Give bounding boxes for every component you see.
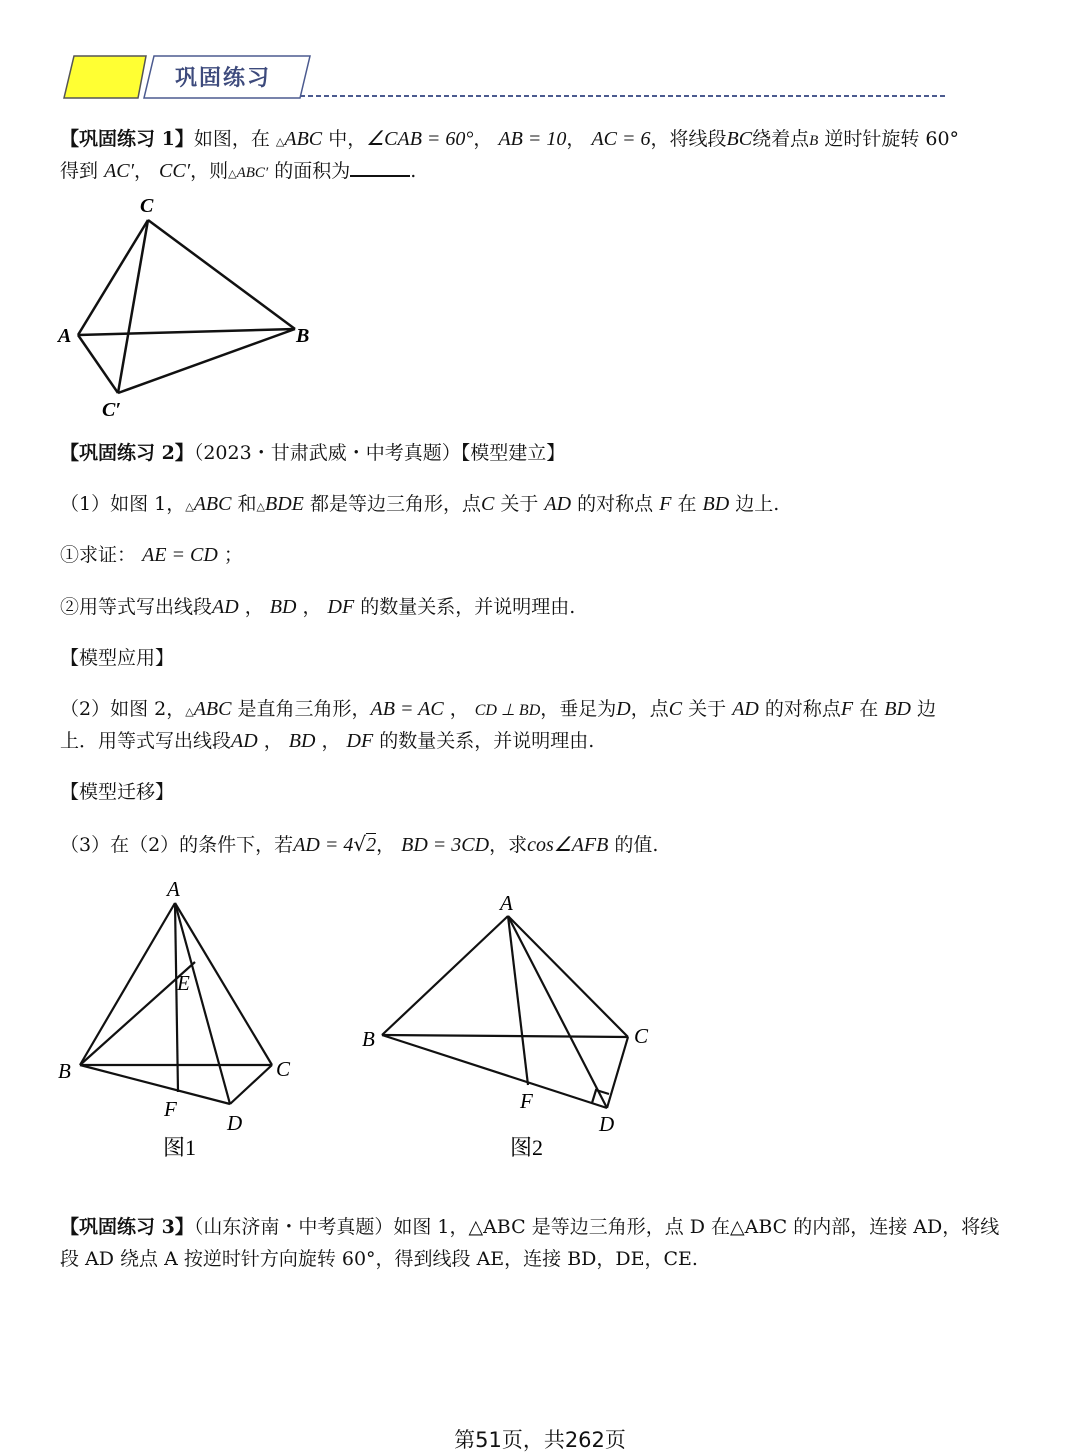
fig2-label-B: B xyxy=(362,1027,375,1051)
label-C: C xyxy=(140,195,154,217)
figure2-problem2 xyxy=(350,870,670,1170)
model-application-heading: 【模型应用】 xyxy=(60,647,175,669)
label-Cp: C′ xyxy=(102,399,121,420)
model-migration-heading: 【模型迁移】 xyxy=(60,781,175,803)
figure1-problem2 xyxy=(50,870,320,1170)
segment-BD xyxy=(80,1065,230,1104)
fig1-label-D: D xyxy=(227,1111,243,1135)
problem3-line1: 【巩固练习 3】（山东济南・中考真题）如图 1，△ABC 是等边三角形，点 D 在△ABC 的内部，连接 AD，将线 xyxy=(60,1216,1000,1238)
fig1-caption: 图1 xyxy=(163,1135,197,1160)
problem2-sub1: ①求证： AE = CD ； xyxy=(60,544,243,566)
segment-AD xyxy=(508,916,607,1108)
problem2-q1: （1）如图 1，△ABC 和△BDE 都是等边三角形，点C 关于 AD 的对称点 F 在 BD 边上. xyxy=(60,493,780,515)
segment-CB xyxy=(148,220,295,329)
segment-BC xyxy=(382,1035,628,1037)
segment-AD xyxy=(175,903,230,1104)
fig1-label-C: C xyxy=(276,1057,291,1081)
fig1-label-B: B xyxy=(58,1059,71,1083)
segment-AF xyxy=(508,916,528,1085)
segment-AB xyxy=(78,329,295,335)
segment-AC xyxy=(508,916,628,1037)
segment-BD xyxy=(382,1035,607,1108)
segment-AF xyxy=(175,903,178,1092)
problem2-q2-line2: 上．用等式写出线段AD ， BD ， DF 的数量关系，并说明理由. xyxy=(60,730,595,752)
segment-BCp xyxy=(118,329,295,393)
page-number: 第51页，共262页 xyxy=(454,1428,626,1452)
fig2-caption: 图2 xyxy=(510,1135,544,1160)
problem1-line2: 得到 AC′， CC′，则△ABC′ 的面积为 . xyxy=(60,155,1025,190)
segment-ACp xyxy=(78,335,118,393)
problem2-heading: 【巩固练习 2】（2023・甘肃武威・中考真题）【模型建立】 xyxy=(60,442,566,464)
label-A: A xyxy=(58,325,72,347)
segment-AB xyxy=(80,903,175,1065)
fig1-label-A: A xyxy=(167,877,180,901)
sqrt-sign: √ xyxy=(353,832,367,856)
problem1-label: 【巩固练习 1】 xyxy=(60,128,194,150)
fig2-label-D: D xyxy=(599,1112,615,1136)
problem2-q2-line1: （2）如图 2，△ABC 是直角三角形，AB = AC ， CD ⊥ BD，垂足为D，点C 关于 AD 的对称点F 在 BD 边 xyxy=(60,698,936,720)
problem3-label: 【巩固练习 3】 xyxy=(60,1216,194,1238)
fig1-label-F: F xyxy=(164,1097,177,1121)
problem2-label: 【巩固练习 2】 xyxy=(60,442,194,464)
problem2-sub2: ②用等式写出线段AD ， BD ， DF 的数量关系，并说明理由. xyxy=(60,596,576,618)
fig2-label-F: F xyxy=(520,1089,533,1113)
segment-AB xyxy=(382,916,508,1035)
problem3-line2: 段 AD 绕点 A 按逆时针方向旋转 60°，得到线段 AE，连接 BD，DE，CE. xyxy=(60,1248,698,1270)
fig2-label-C: C xyxy=(634,1024,649,1048)
segment-CD xyxy=(230,1065,272,1104)
answer-blank xyxy=(350,157,410,177)
header-title: 巩固练习 xyxy=(175,66,272,91)
segment-CD xyxy=(607,1037,628,1108)
fig2-label-A: A xyxy=(500,891,513,915)
problem2-q3: （3）在（2）的条件下，若AD = 4√2， BD = 3CD，求cos∠AFB 的值. xyxy=(60,832,659,856)
figure-problem1 xyxy=(50,190,330,420)
fig1-label-E: E xyxy=(177,971,190,995)
label-B: B xyxy=(296,325,310,347)
yellow-tag xyxy=(64,56,146,98)
problem1-line1: 【巩固练习 1】如图，在 △ABC 中，∠CAB = 60°， AB = 10， AC = 6，将线段BC绕着点B 逆时针旋转 60° xyxy=(60,128,960,150)
